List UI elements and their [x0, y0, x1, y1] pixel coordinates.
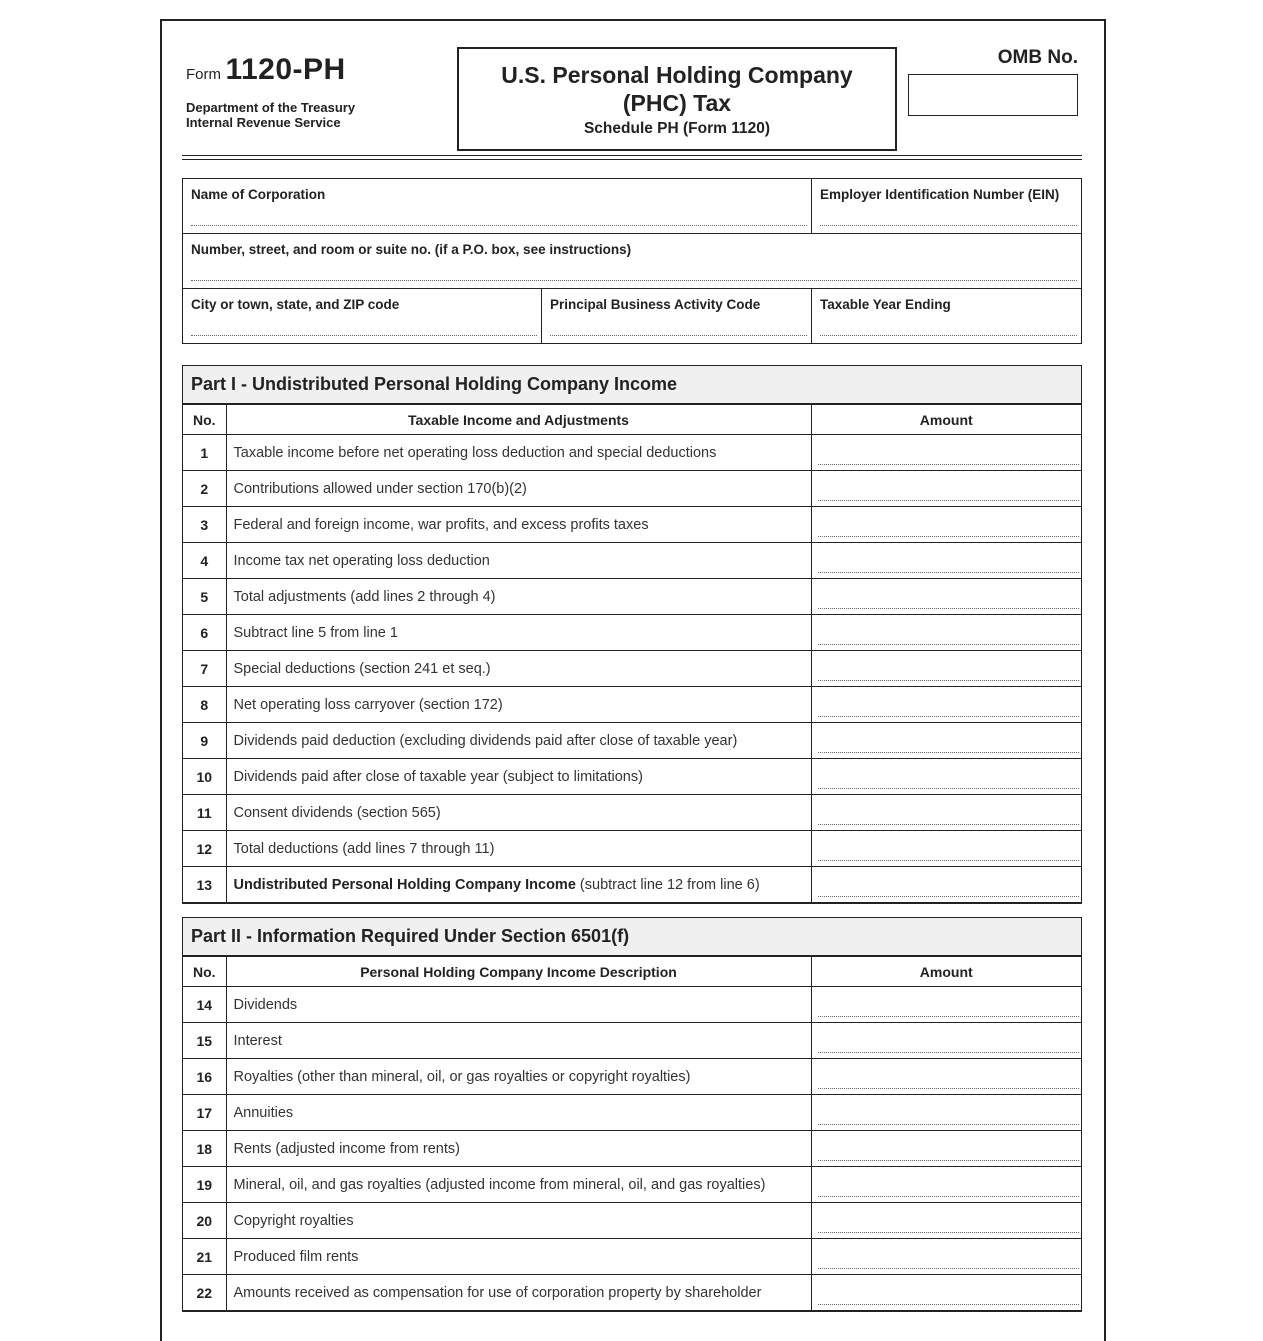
amount-cell [811, 1275, 1081, 1311]
part2-title: Part II - Information Required Under Section 6501(f) [183, 918, 1081, 957]
table-row [183, 795, 1081, 831]
amount-cell [811, 687, 1081, 723]
line-description: Total deductions (add lines 7 through 11) [226, 831, 811, 867]
part1-table [183, 405, 1081, 903]
line-description: Income tax net operating loss deduction [226, 543, 811, 579]
line-description: Net operating loss carryover (section 172) [226, 687, 811, 723]
line-number: 3 [183, 507, 226, 543]
col-desc-header: Taxable Income and Adjustments [226, 405, 811, 435]
line-description: Subtract line 5 from line 1 [226, 615, 811, 651]
info-row [183, 234, 1081, 289]
form-header [182, 47, 1082, 159]
amount-field[interactable] [818, 998, 1080, 1017]
table-row [183, 1239, 1081, 1275]
amount-field[interactable] [818, 1034, 1080, 1053]
amount-cell [811, 867, 1081, 903]
table-row [183, 987, 1081, 1023]
amount-field[interactable] [818, 1106, 1080, 1125]
line-number: 16 [183, 1059, 226, 1095]
form-number: 1120-PH [225, 53, 346, 86]
table-row [183, 507, 1081, 543]
line-number: 6 [183, 615, 226, 651]
amount-field[interactable] [818, 626, 1080, 645]
line-description: Copyright royalties [226, 1203, 811, 1239]
amount-field[interactable] [818, 590, 1080, 609]
omb-label: OMB No. [997, 47, 1078, 68]
line-description: Rents (adjusted income from rents) [226, 1131, 811, 1167]
amount-cell [811, 507, 1081, 543]
info-row [183, 179, 1081, 234]
col-no-header: No. [183, 405, 226, 435]
amount-cell [811, 1167, 1081, 1203]
table-row [183, 615, 1081, 651]
part1-title: Part I - Undistributed Personal Holding Company Income [183, 366, 1081, 405]
form-subtitle: Schedule PH (Form 1120) [583, 120, 771, 137]
col-amount-header: Amount [811, 405, 1081, 435]
table-row [183, 471, 1081, 507]
amount-cell [811, 795, 1081, 831]
form-title-line1: U.S. Personal Holding Company [501, 62, 853, 88]
amount-cell [811, 435, 1081, 471]
line-number: 4 [183, 543, 226, 579]
department-block [186, 100, 355, 130]
amount-field[interactable] [818, 770, 1080, 789]
line-description: Taxable income before net operating loss deduction and special deductions [226, 435, 811, 471]
line-description: Dividends paid deduction (excluding dividends paid after close of taxable year) [226, 723, 811, 759]
corporation-name-field[interactable] [191, 209, 807, 226]
amount-field[interactable] [818, 446, 1080, 465]
amount-cell [811, 1203, 1081, 1239]
amount-field[interactable] [818, 1142, 1080, 1161]
table-row [183, 1095, 1081, 1131]
col-no-header: No. [183, 957, 226, 987]
table-row [183, 1275, 1081, 1311]
line-description: Special deductions (section 241 et seq.) [226, 651, 811, 687]
table-row [183, 543, 1081, 579]
table-row [183, 651, 1081, 687]
taxable-year-field[interactable] [820, 319, 1077, 336]
amount-cell [811, 471, 1081, 507]
corporation-name-cell [183, 179, 812, 233]
taxpayer-info-grid [182, 178, 1082, 344]
table-row [183, 435, 1081, 471]
ein-field[interactable] [820, 209, 1077, 226]
line-number: 5 [183, 579, 226, 615]
amount-field[interactable] [818, 698, 1080, 717]
form-title-box [457, 47, 897, 151]
header-divider [182, 155, 1082, 160]
taxable-year-cell [812, 289, 1081, 343]
omb-block [908, 47, 1078, 116]
line-number: 21 [183, 1239, 226, 1275]
amount-cell [811, 987, 1081, 1023]
part1-header-row [183, 405, 1081, 435]
line-description: Interest [226, 1023, 811, 1059]
line-description-bold: Undistributed Personal Holding Company Income [233, 876, 576, 893]
amount-cell [811, 543, 1081, 579]
part2-body [183, 987, 1081, 1311]
line-description: Produced film rents [226, 1239, 811, 1275]
activity-code-field[interactable] [550, 319, 807, 336]
table-row [183, 1023, 1081, 1059]
table-row [183, 759, 1081, 795]
line-number: 17 [183, 1095, 226, 1131]
city-cell [183, 289, 542, 343]
ein-label: Employer Identification Number (EIN) [820, 187, 1060, 202]
line-number: 20 [183, 1203, 226, 1239]
amount-field[interactable] [818, 734, 1080, 753]
info-row [183, 289, 1081, 343]
table-row [183, 831, 1081, 867]
line-number: 19 [183, 1167, 226, 1203]
part2-header-row [183, 957, 1081, 987]
amount-cell [811, 651, 1081, 687]
part1-body [183, 435, 1081, 903]
part2-table [183, 957, 1081, 1311]
amount-field[interactable] [818, 806, 1080, 825]
amount-field[interactable] [818, 518, 1080, 537]
line-number: 9 [183, 723, 226, 759]
line-number: 11 [183, 795, 226, 831]
line-description: Annuities [226, 1095, 811, 1131]
line-description [226, 867, 811, 903]
city-label: City or town, state, and ZIP code [191, 297, 400, 312]
form-identifier [186, 53, 346, 87]
line-description: Consent dividends (section 565) [226, 795, 811, 831]
amount-cell [811, 579, 1081, 615]
line-number: 1 [183, 435, 226, 471]
address-label: Number, street, and room or suite no. (if a P.O. box, see instructions) [191, 242, 632, 257]
line-number: 18 [183, 1131, 226, 1167]
amount-cell [811, 1131, 1081, 1167]
amount-cell [811, 1239, 1081, 1275]
form-title [459, 61, 895, 117]
amount-field[interactable] [818, 1070, 1080, 1089]
line-description: Dividends paid after close of taxable year (subject to limitations) [226, 759, 811, 795]
corporation-name-label: Name of Corporation [191, 187, 326, 202]
line-description: Royalties (other than mineral, oil, or gas royalties or copyright royalties) [226, 1059, 811, 1095]
activity-code-label: Principal Business Activity Code [550, 297, 761, 312]
line-description: Amounts received as compensation for use of corporation property by shareholder [226, 1275, 811, 1311]
ein-cell [812, 179, 1081, 233]
table-row [183, 1203, 1081, 1239]
department-line: Department of the Treasury [186, 100, 356, 115]
line-description-rest: (subtract line 12 from line 6) [575, 876, 760, 893]
form-word: Form [186, 66, 221, 83]
amount-field[interactable] [818, 1250, 1080, 1269]
amount-cell [811, 615, 1081, 651]
form-title-line2: (PHC) Tax [622, 90, 732, 116]
line-number: 10 [183, 759, 226, 795]
col-amount-header: Amount [811, 957, 1081, 987]
city-field[interactable] [191, 319, 537, 336]
amount-field[interactable] [818, 1178, 1080, 1197]
table-row [183, 579, 1081, 615]
part1-section [182, 365, 1082, 904]
line-number: 22 [183, 1275, 226, 1311]
part2-section [182, 917, 1082, 1312]
amount-field[interactable] [818, 662, 1080, 681]
amount-cell [811, 831, 1081, 867]
line-description: Contributions allowed under section 170(b)(2) [226, 471, 811, 507]
table-row [183, 867, 1081, 903]
line-description: Dividends [226, 987, 811, 1023]
table-row [183, 723, 1081, 759]
line-number: 8 [183, 687, 226, 723]
line-description: Total adjustments (add lines 2 through 4) [226, 579, 811, 615]
amount-cell [811, 759, 1081, 795]
amount-field[interactable] [818, 554, 1080, 573]
col-desc-header: Personal Holding Company Income Description [226, 957, 811, 987]
amount-field[interactable] [818, 482, 1080, 501]
taxable-year-label: Taxable Year Ending [820, 297, 951, 312]
amount-field[interactable] [818, 1214, 1080, 1233]
table-row [183, 687, 1081, 723]
omb-number-field[interactable] [908, 74, 1078, 116]
address-cell [183, 234, 1081, 288]
address-field[interactable] [191, 264, 1077, 281]
line-description: Federal and foreign income, war profits, and excess profits taxes [226, 507, 811, 543]
amount-cell [811, 1023, 1081, 1059]
line-number: 13 [183, 867, 226, 903]
table-row [183, 1131, 1081, 1167]
table-row [183, 1167, 1081, 1203]
form-page [160, 19, 1106, 1341]
amount-field[interactable] [818, 878, 1080, 897]
line-number: 15 [183, 1023, 226, 1059]
line-number: 14 [183, 987, 226, 1023]
amount-cell [811, 1095, 1081, 1131]
amount-cell [811, 723, 1081, 759]
line-number: 7 [183, 651, 226, 687]
activity-code-cell [542, 289, 812, 343]
amount-field[interactable] [818, 842, 1080, 861]
irs-line: Internal Revenue Service [186, 115, 341, 130]
amount-cell [811, 1059, 1081, 1095]
line-number: 2 [183, 471, 226, 507]
table-row [183, 1059, 1081, 1095]
line-number: 12 [183, 831, 226, 867]
line-description: Mineral, oil, and gas royalties (adjusted income from mineral, oil, and gas royalties) [226, 1167, 811, 1203]
